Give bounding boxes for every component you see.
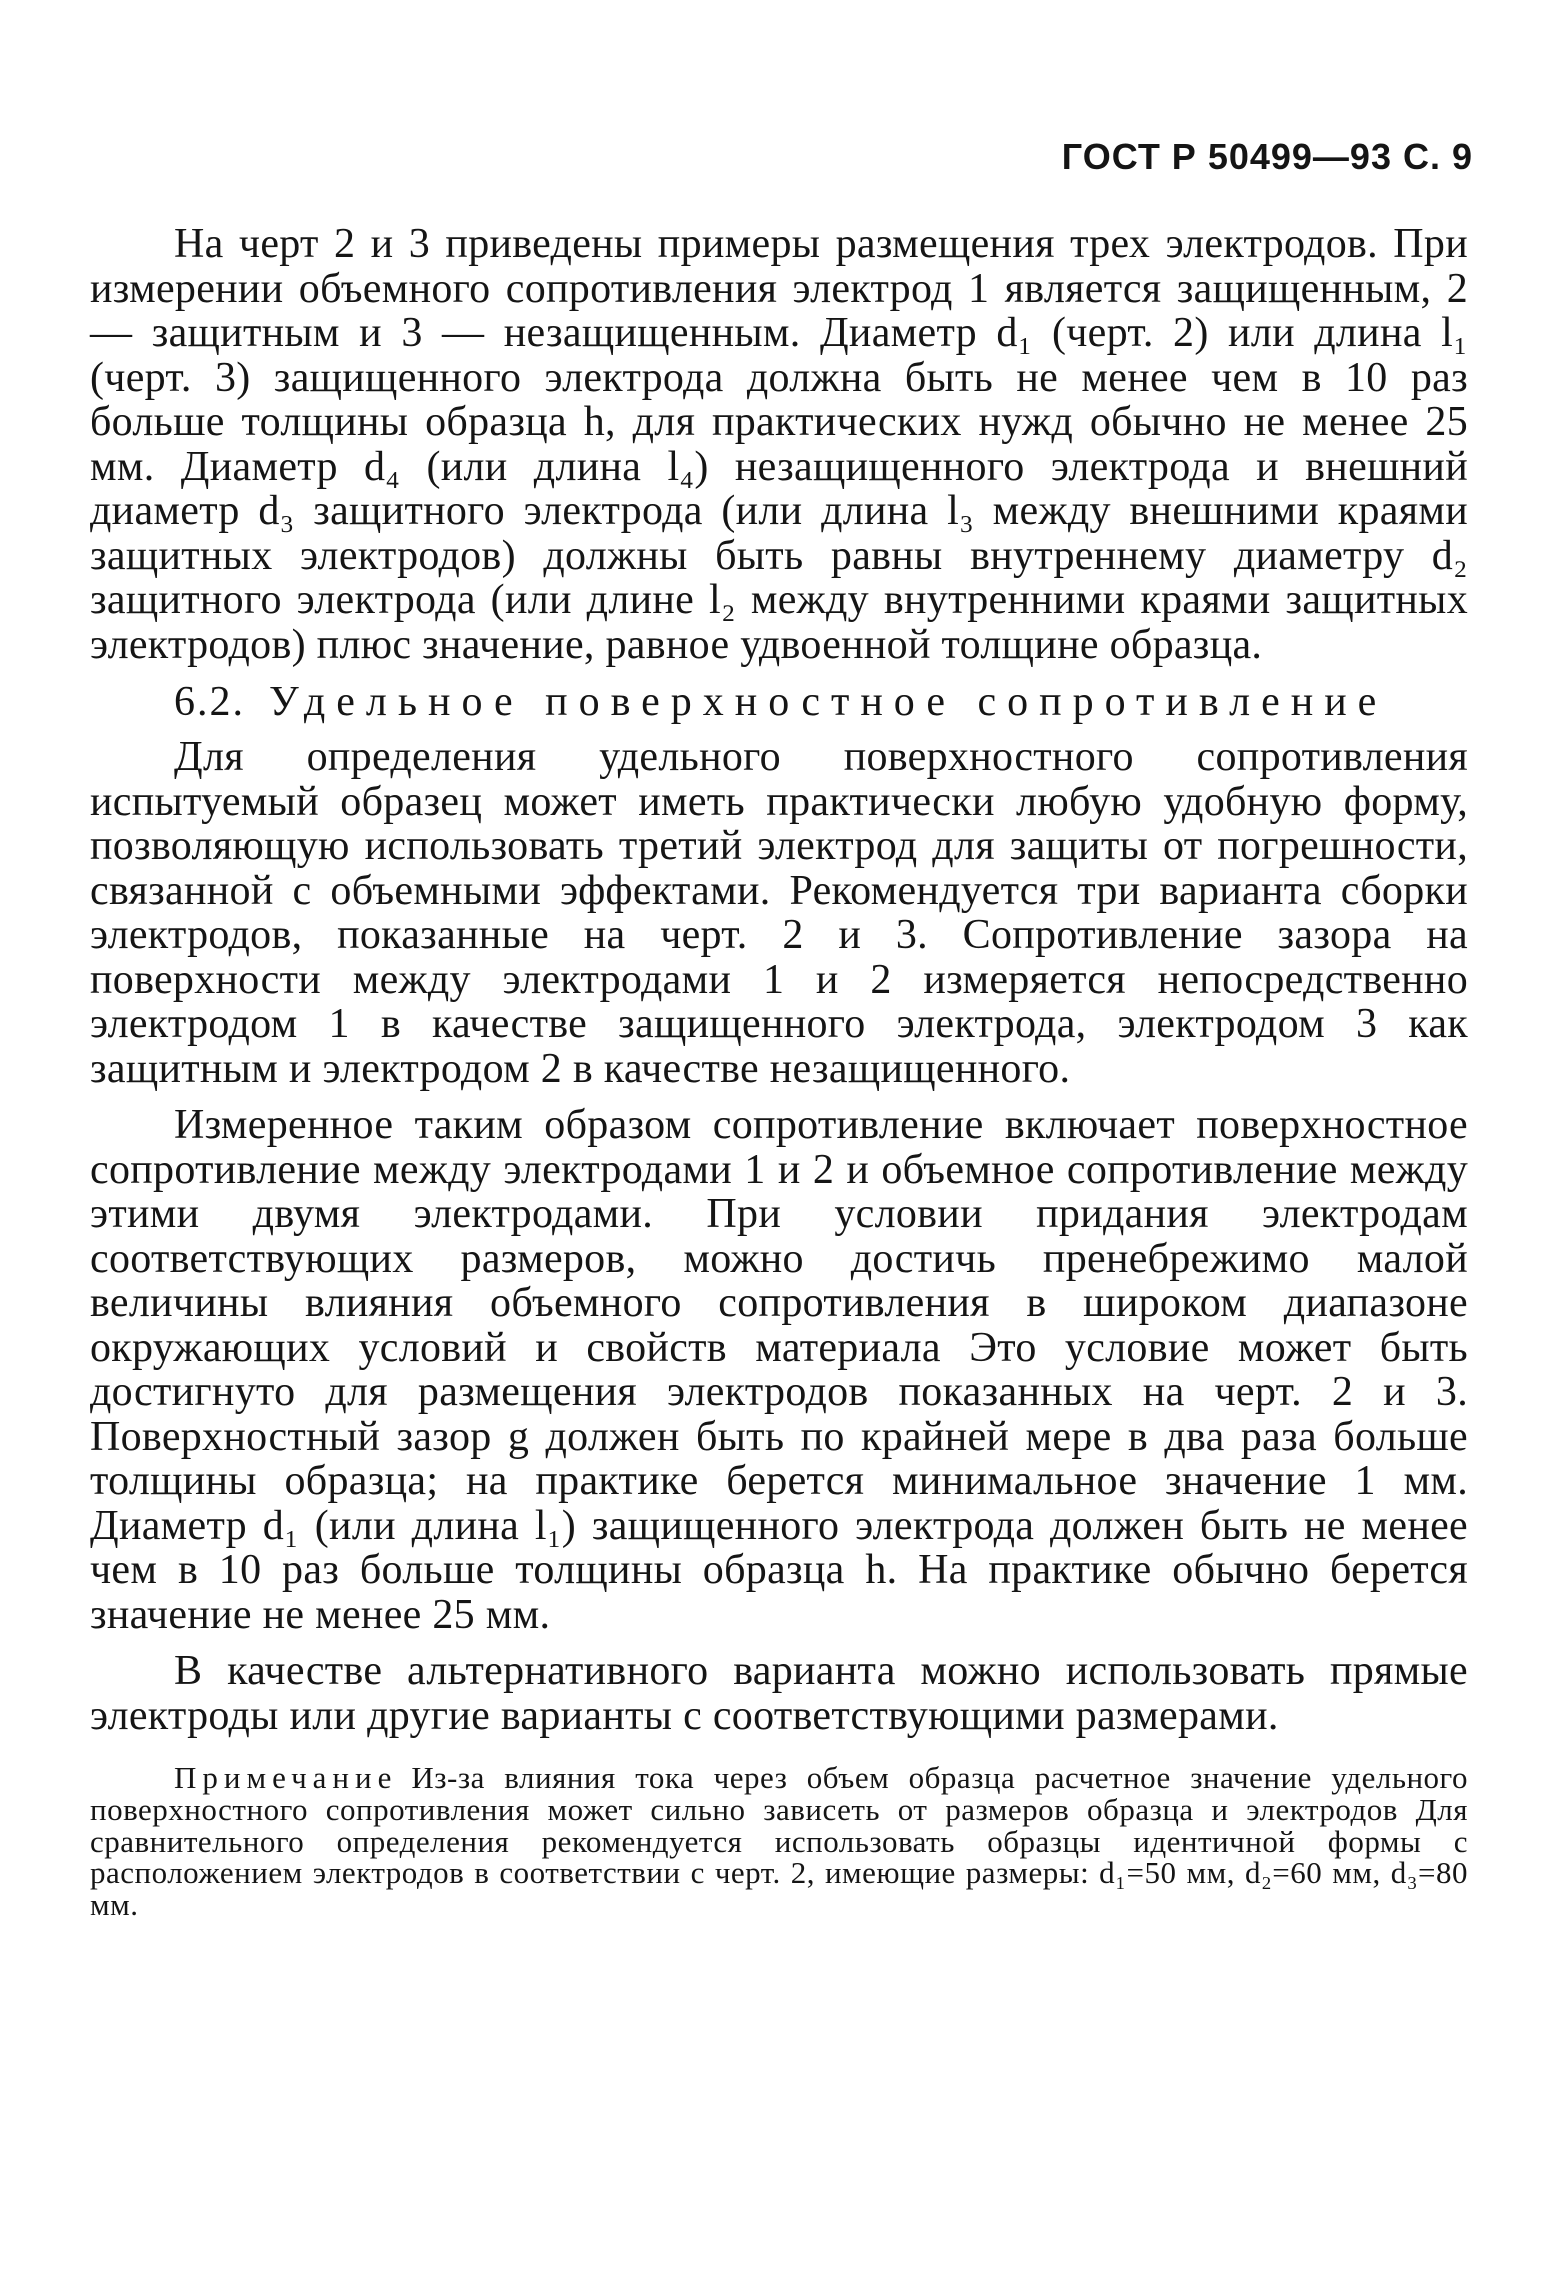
- paragraph-measured-resistance: Измеренное таким образом сопротивление включает поверхностное сопротивление между электродами 1 и 2 и объемное сопротивление между этими двумя электродами. При условии придания электродам соответствующих размеров, можно достичь пренебрежимо малой величины влияния объемного сопротивления в широком диапазоне окружающих условий и свойств материала Это условие может быть достигнуто для размещения электродов показанных на черт. 2 и 3. Поверхностный зазор g должен быть по крайней мере в два раза больше толщины образца; на практике берется минимальное значение 1 мм. Диаметр d₁ (или длина l₁) защищенного электрода должен быть не менее чем в 10 раз больше толщины образца h. На практике обычно берется значение не менее 25 мм.: [90, 1102, 1468, 1638]
- paragraph-alternative-electrodes: В качестве альтернативного варианта можно использовать прямые электроды или другие варианты с соответствующими размерами.: [90, 1648, 1468, 1739]
- note: [90, 1762, 1468, 1921]
- section-title: Удельное поверхностное сопротивление: [269, 679, 1388, 725]
- note-text: Из-за влияния тока через объем образца расчетное значение удельного поверхностного сопротивления может сильно зависеть от размеров образца и электродов Для сравнительного определения рекомендуется использовать образцы идентичной формы с расположением электродов в соответствии с черт. 2, имеющие размеры: d₁=50 мм, d₂=60 мм, d₃=80 мм.: [90, 1760, 1468, 1923]
- page-body: [90, 222, 1468, 1921]
- paragraph-electrode-placement: На черт 2 и 3 приведены примеры размещения трех электродов. При измерении объемного сопротивления электрод 1 является защищенным, 2 — защитным и 3 — незащищенным. Диаметр d₁ (черт. 2) или длина l₁ (черт. 3) защищенного электрода должна быть не менее чем в 10 раз больше толщины образца h, для практических нужд обычно не менее 25 мм. Диаметр d₄ (или длина l₄) незащищенного электрода и внешний диаметр d₃ защитного электрода (или длина l₃ между внешними краями защитных электродов) должны быть равны внутреннему диаметру d₂ защитного электрода (или длине l₂ между внутренними краями защитных электродов) плюс значение, равное удвоенной толщине образца.: [90, 221, 1468, 668]
- section-number: 6.2.: [174, 679, 245, 725]
- paragraph-surface-resistance: Для определения удельного поверхностного сопротивления испытуемый образец может иметь практически любую удобную форму, позволяющую использовать третий электрод для защиты от погрешности, связанной с объемными эффектами. Рекомендуется три варианта сборки электродов, показанные на черт. 2 и 3. Сопротивление зазора на поверхности между электродами 1 и 2 измеряется непосредственно электродом 1 в качестве защищенного электрода, электродом 3 как защитным и электродом 2 в качестве незащищенного.: [90, 734, 1468, 1092]
- note-label: Примечание: [174, 1760, 398, 1795]
- section-heading: [90, 679, 1468, 725]
- page-header: ГОСТ Р 50499—93 С. 9: [1061, 136, 1473, 177]
